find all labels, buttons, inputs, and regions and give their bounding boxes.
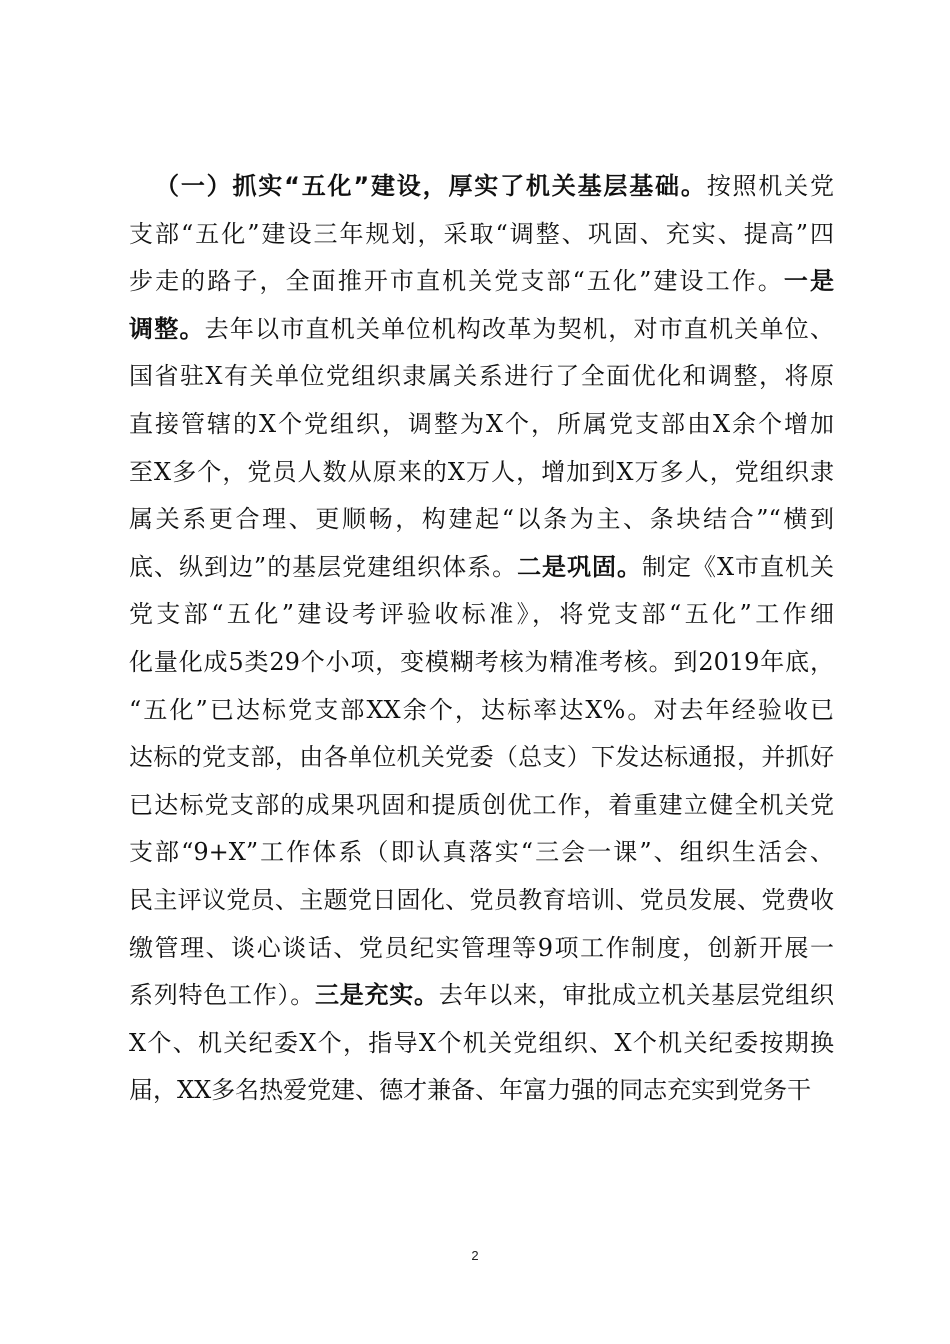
text-segment: 缴管理、谈心谈话、党员纪实管理等9项工作制度，创新开展一 bbox=[129, 933, 834, 962]
text-segment: 届，XX多名热爱党建、德才兼备、年富力强的同志充实到党务干 bbox=[129, 1076, 812, 1105]
text-line bbox=[129, 829, 834, 877]
text-segment: “五化”已达标党支部XX余个，达标率达X%。对去年经验收已 bbox=[129, 695, 834, 724]
text-line bbox=[129, 972, 834, 1020]
bold-text-segment: 一是 bbox=[783, 267, 834, 296]
text-line bbox=[129, 163, 834, 211]
text-line bbox=[129, 401, 834, 449]
text-segment: 已达标党支部的成果巩固和提质创优工作，着重建立健全机关党 bbox=[129, 790, 834, 819]
text-segment: 直接管辖的X个党组织，调整为X个，所属党支部由X余个增加 bbox=[129, 409, 834, 438]
text-line bbox=[129, 639, 834, 687]
text-line bbox=[129, 877, 834, 925]
text-line bbox=[129, 925, 834, 973]
text-line bbox=[129, 258, 834, 306]
text-segment: 去年以来，审批成立机关基层党组织 bbox=[438, 981, 834, 1010]
text-line bbox=[129, 496, 834, 544]
text-line bbox=[129, 591, 834, 639]
text-segment: X个、机关纪委X个，指导X个机关党组织、X个机关纪委按期换 bbox=[129, 1028, 834, 1057]
body-paragraph bbox=[129, 163, 834, 1115]
text-segment: 系列特色工作）。 bbox=[129, 981, 315, 1010]
text-line bbox=[129, 734, 834, 782]
bold-text-segment: 二是巩固。 bbox=[517, 552, 642, 581]
text-segment: 达标的党支部，由各单位机关党委（总支）下发达标通报，并抓好 bbox=[129, 743, 834, 772]
text-segment: 制定《X市直机关 bbox=[642, 552, 834, 581]
text-segment: 支部“9+X”工作体系（即认真落实“三会一课”、组织生活会、 bbox=[129, 838, 834, 867]
page-number: 2 bbox=[471, 1248, 479, 1263]
text-segment: 属关系更合理、更顺畅，构建起“以条为主、条块结合”“横到 bbox=[129, 505, 834, 534]
text-line bbox=[129, 449, 834, 497]
text-segment: 化量化成5类29个小项，变模糊考核为精准考核。到2019年底， bbox=[129, 647, 834, 676]
text-line bbox=[129, 1020, 834, 1068]
text-line bbox=[129, 687, 834, 735]
text-segment: 底、纵到边”的基层党建组织体系。 bbox=[129, 552, 518, 581]
bold-text-segment: （一）抓实“五化”建设，厚实了机关基层基础。 bbox=[155, 172, 707, 200]
bold-text-segment: 调整。 bbox=[129, 314, 205, 343]
bold-text-segment: 三是充实。 bbox=[315, 981, 439, 1010]
text-segment: 民主评议党员、主题党日固化、党员教育培训、党员发展、党费收 bbox=[129, 885, 834, 914]
text-line bbox=[129, 1067, 834, 1115]
text-line bbox=[129, 544, 834, 592]
text-line bbox=[129, 211, 834, 259]
text-segment: 步走的路子，全面推开市直机关党支部“五化”建设工作。 bbox=[129, 267, 784, 296]
text-line bbox=[129, 306, 834, 354]
text-segment: 按照机关党 bbox=[706, 172, 835, 200]
text-line bbox=[129, 782, 834, 830]
text-segment: 支部“五化”建设三年规划，采取“调整、巩固、充实、提高”四 bbox=[129, 219, 834, 248]
text-segment: 去年以市直机关单位机构改革为契机，对市直机关单位、 bbox=[204, 314, 835, 343]
text-segment: 国省驻X有关单位党组织隶属关系进行了全面优化和调整，将原 bbox=[129, 362, 834, 391]
text-line bbox=[129, 353, 834, 401]
text-segment: 至X多个，党员人数从原来的X万人，增加到X万多人，党组织隶 bbox=[129, 457, 834, 486]
text-segment: 党支部“五化”建设考评验收标准》，将党支部“五化”工作细 bbox=[129, 600, 834, 629]
